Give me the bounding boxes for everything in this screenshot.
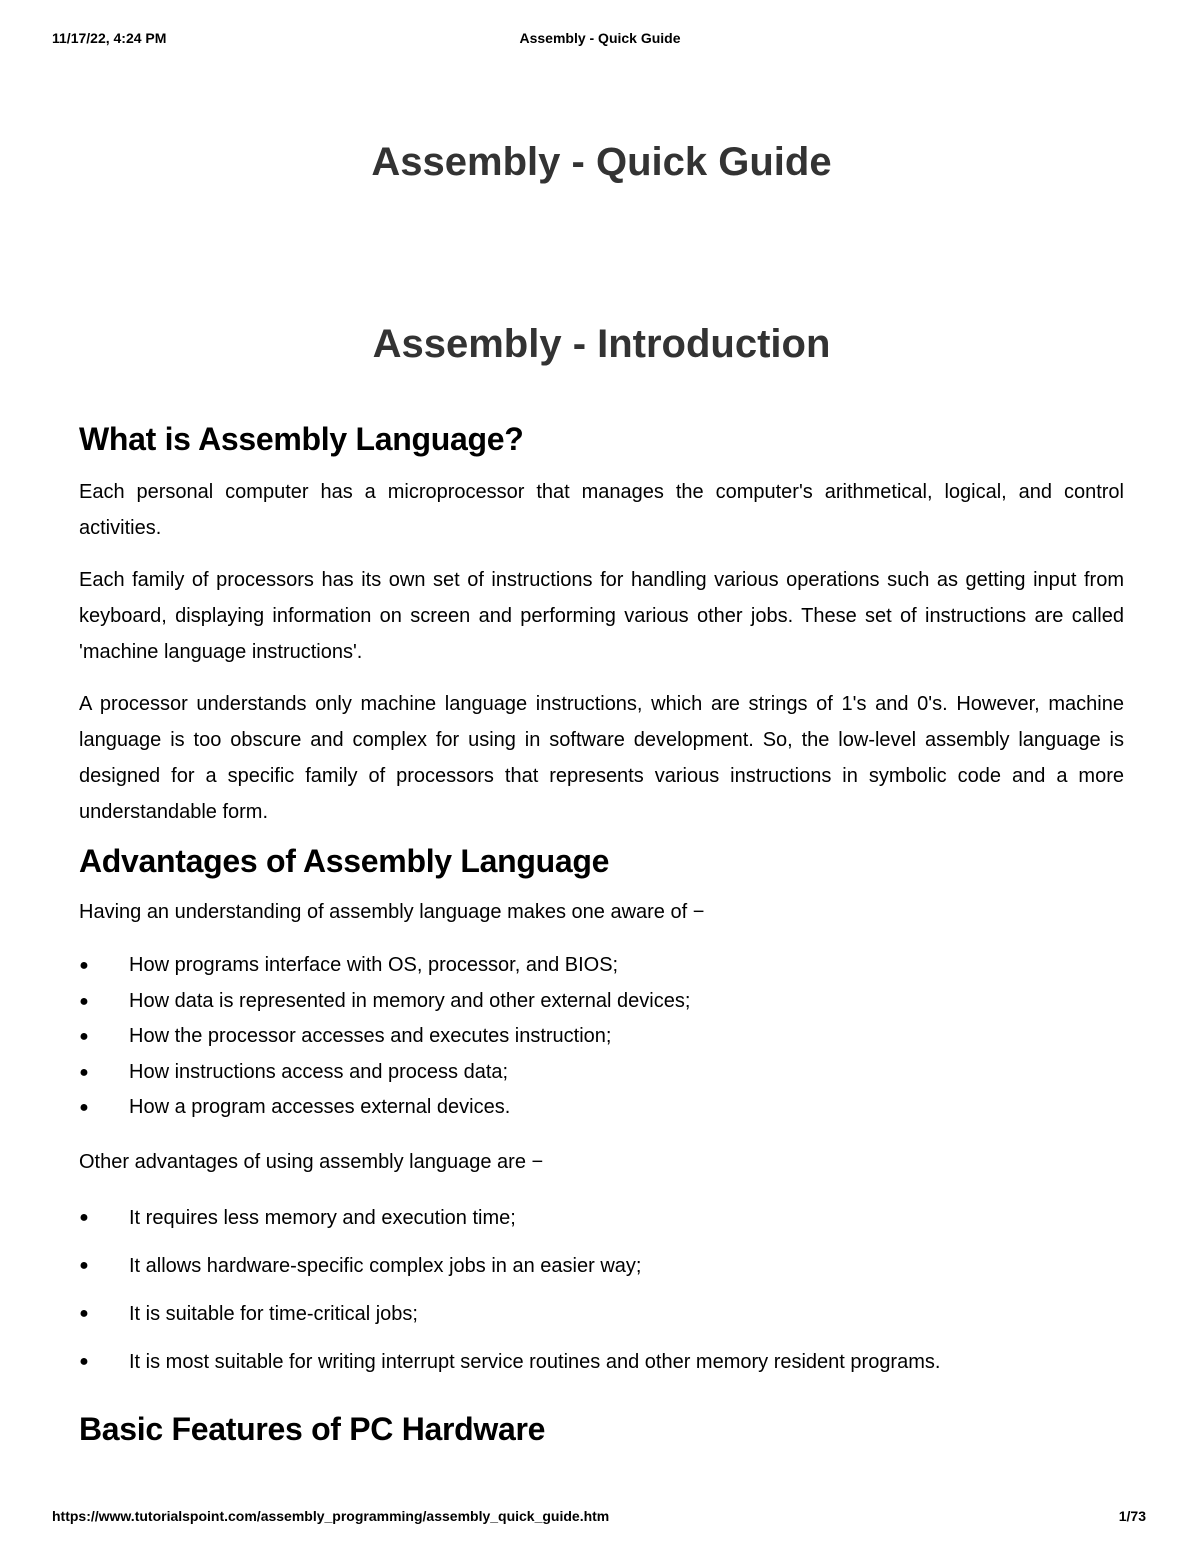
paragraph: Other advantages of using assembly language are −: [79, 1150, 544, 1173]
advantages-awareness-list: [79, 948, 1124, 1126]
list-item: [79, 1055, 1124, 1091]
list-item-text: How the processor accesses and executes instruction;: [129, 1025, 612, 1047]
bullet-icon: ●: [79, 992, 89, 1010]
bullet-icon: ●: [79, 1028, 89, 1045]
bullet-icon: ●: [79, 1063, 89, 1081]
list-item: [79, 1090, 1124, 1126]
print-footer: [52, 1508, 1148, 1528]
list-item-text: It is most suitable for writing interrupt service routines and other memory resident programs.: [129, 1350, 941, 1373]
other-advantages-list: [79, 1194, 1124, 1386]
list-item: [79, 1242, 1124, 1290]
article-body: [79, 418, 1124, 1450]
heading-advantages: Advantages of Assembly Language: [79, 843, 610, 879]
page-number: 1/73: [1118, 1508, 1146, 1524]
list-item-text: It requires less memory and execution time;: [129, 1206, 516, 1229]
list-item-text: How programs interface with OS, processor, and BIOS;: [129, 954, 619, 976]
heading-basic-features: Basic Features of PC Hardware: [79, 1410, 546, 1447]
print-date: 11/17/22, 4:24 PM: [52, 30, 167, 46]
chapter-title: Assembly - Introduction: [372, 322, 831, 366]
bullet-icon: ●: [79, 1099, 89, 1116]
bullet-icon: ●: [79, 1304, 89, 1322]
print-header: [52, 30, 1148, 50]
bullet-icon: ●: [79, 1256, 89, 1274]
list-item-text: It is suitable for time-critical jobs;: [129, 1302, 418, 1325]
bullet-icon: ●: [79, 957, 89, 974]
list-item: [79, 1019, 1124, 1055]
bullet-icon: ●: [79, 1352, 89, 1370]
bullet-icon: ●: [79, 1208, 89, 1226]
paragraph: Having an understanding of assembly language makes one aware of −: [79, 901, 705, 923]
list-item-text: It allows hardware-specific complex jobs in an easier way;: [129, 1254, 642, 1277]
paragraph: Each family of processors has its own set of instructions for handling various operations such as getting input from keyboard, displaying information on screen and performing various other jobs. These set of instructions are called 'machine language instructions'.: [79, 569, 1124, 663]
list-item-text: How a program accesses external devices.: [129, 1096, 511, 1118]
heading-what-is-assembly: What is Assembly Language?: [79, 421, 524, 457]
list-item: [79, 948, 1124, 984]
page-title: Assembly - Quick Guide: [371, 140, 832, 184]
paragraph: A processor understands only machine language instructions, which are strings of 1's and 0's. However, machine language is too obscure and complex for using in software development. So, the low-level assembly language is designed for a specific family of processors that represents various instructions in symbolic code and a more understandable form.: [79, 693, 1124, 823]
list-item: [79, 1338, 1124, 1386]
list-item: [79, 984, 1124, 1020]
list-item-text: How data is represented in memory and other external devices;: [129, 989, 691, 1012]
page-url: https://www.tutorialspoint.com/assembly_programming/assembly_quick_guide.htm: [52, 1508, 610, 1524]
list-item: [79, 1194, 1124, 1242]
print-doc-title: Assembly - Quick Guide: [519, 30, 681, 46]
paragraph: Each personal computer has a microprocessor that manages the computer's arithmetical, logical, and control activities.: [79, 481, 1124, 539]
list-item: [79, 1290, 1124, 1338]
list-item-text: How instructions access and process data;: [129, 1060, 509, 1083]
